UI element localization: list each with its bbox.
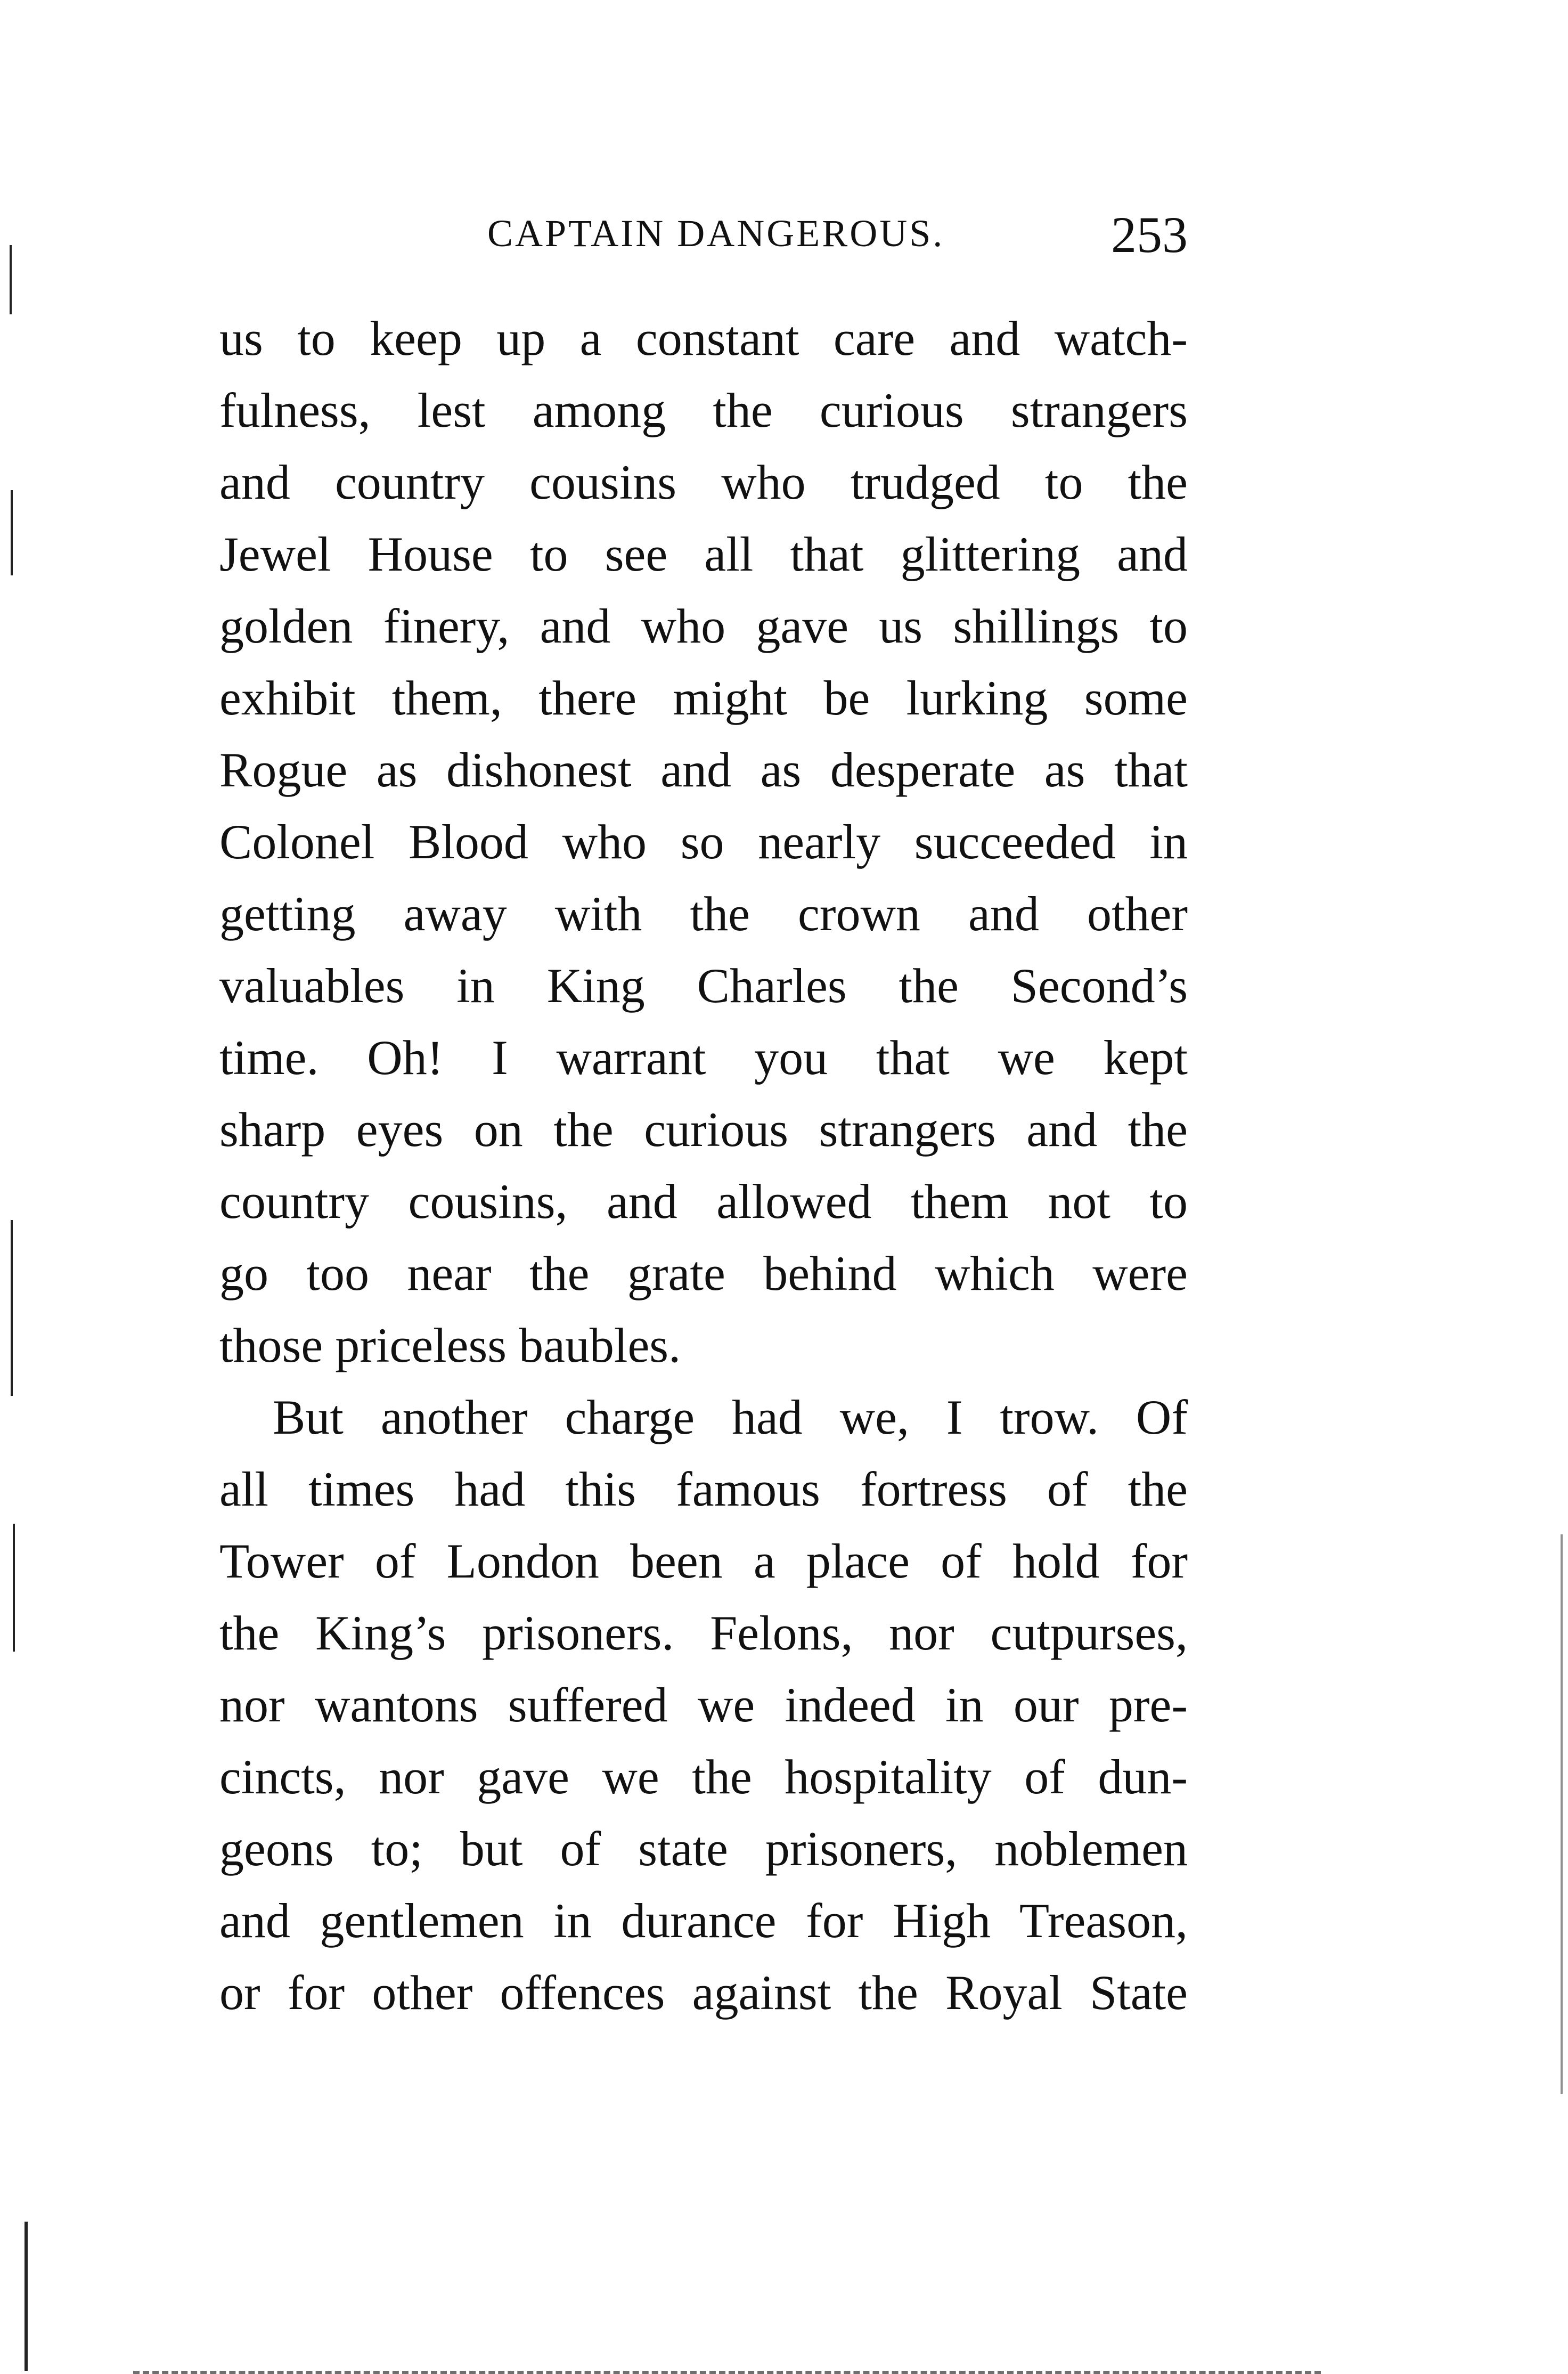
bottom-edge-rule [133, 2371, 1321, 2374]
text-line: nor wantons suffered we indeed in our pre- [219, 1678, 1188, 1732]
text-line: time. Oh! I warrant you that we kept [219, 1030, 1188, 1085]
scan-margin-mark [13, 1524, 15, 1652]
text-line: golden finery, and who gave us shillings to [219, 599, 1188, 653]
text-line: country cousins, and allowed them not to [219, 1174, 1188, 1229]
text-line: those priceless baubles. [219, 1318, 681, 1372]
text-line: go too near the grate behind which were [219, 1246, 1188, 1300]
text-line: getting away with the crown and other [219, 887, 1188, 941]
scan-margin-mark [11, 490, 13, 575]
scan-margin-mark [10, 245, 12, 314]
text-line: or for other offences against the Royal State [219, 1965, 1188, 2020]
paragraph-1 [219, 303, 1188, 1381]
text-line: sharp eyes on the curious strangers and the [219, 1102, 1188, 1157]
text-line: exhibit them, there might be lurking some [219, 671, 1188, 725]
scan-margin-mark [24, 2222, 28, 2371]
text-line: valuables in King Charles the Second’s [219, 958, 1188, 1013]
text-line: geons to; but of state prisoners, noblemen [219, 1822, 1188, 1876]
text-line: Tower of London been a place of hold for [219, 1534, 1188, 1588]
body-text [219, 303, 1188, 2029]
text-line: Colonel Blood who so nearly succeeded in [219, 815, 1188, 869]
text-line: fulness, lest among the curious strangers [219, 383, 1188, 437]
text-line: But another charge had we, I trow. Of [273, 1390, 1188, 1444]
text-line: Jewel House to see all that glittering and [219, 527, 1188, 581]
running-title: CAPTAIN DANGEROUS. [487, 212, 945, 255]
text-line: all times had this famous fortress of the [219, 1462, 1188, 1516]
text-line: and country cousins who trudged to the [219, 455, 1188, 509]
text-line: cincts, nor gave we the hospitality of dun- [219, 1750, 1188, 1804]
paragraph-2 [219, 1381, 1188, 2029]
page-number: 253 [1111, 206, 1188, 263]
text-line: us to keep up a constant care and watch- [219, 311, 1188, 365]
running-head [218, 205, 1188, 264]
scan-margin-mark [1561, 1534, 1563, 2094]
text-line: the King’s prisoners. Felons, nor cutpurses, [219, 1606, 1188, 1660]
text-line: and gentlemen in durance for High Treason, [219, 1893, 1188, 1948]
scan-margin-mark [11, 1220, 13, 1396]
text-line: Rogue as dishonest and as desperate as that [219, 743, 1188, 797]
